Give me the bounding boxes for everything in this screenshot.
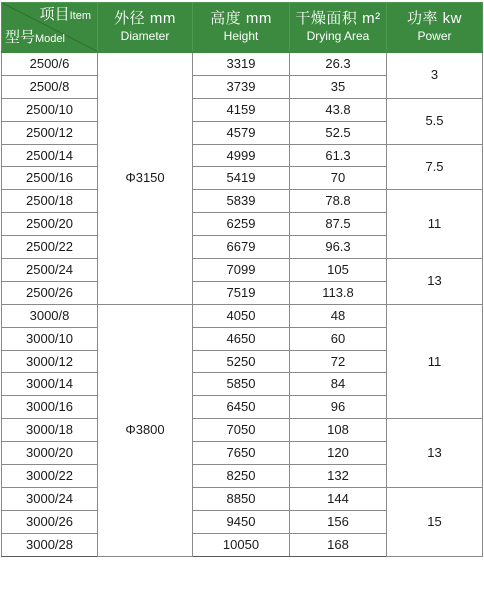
- model-cell: 3000/18: [2, 419, 98, 442]
- height-cell: 5419: [193, 167, 290, 190]
- height-cell: 6679: [193, 236, 290, 259]
- power-cell: 13: [387, 419, 483, 488]
- corner-header-cell: [2, 3, 98, 53]
- power-cell: 11: [387, 304, 483, 418]
- model-cell: 2500/20: [2, 213, 98, 236]
- model-cell: 3000/8: [2, 304, 98, 327]
- height-cell: 10050: [193, 533, 290, 556]
- height-cell: 4650: [193, 327, 290, 350]
- model-cell: 3000/14: [2, 373, 98, 396]
- height-cell: 7519: [193, 281, 290, 304]
- height-cell: 7650: [193, 442, 290, 465]
- area-cell: 43.8: [290, 98, 387, 121]
- area-cell: 26.3: [290, 52, 387, 75]
- table-row: [2, 419, 483, 442]
- model-cell: 2500/12: [2, 121, 98, 144]
- height-cell: 8250: [193, 465, 290, 488]
- area-cell: 60: [290, 327, 387, 350]
- table-row: [2, 98, 483, 121]
- area-cell: 113.8: [290, 281, 387, 304]
- model-cell: 2500/26: [2, 281, 98, 304]
- area-cell: 144: [290, 487, 387, 510]
- height-cell: 5850: [193, 373, 290, 396]
- power-header: 功率 kw Power: [387, 3, 483, 53]
- power-cell: 15: [387, 487, 483, 556]
- power-cell: 7.5: [387, 144, 483, 190]
- model-cell: 2500/24: [2, 259, 98, 282]
- height-cell: 5250: [193, 350, 290, 373]
- model-cell: 3000/12: [2, 350, 98, 373]
- area-cell: 84: [290, 373, 387, 396]
- height-header: 高度 mm Height: [193, 3, 290, 53]
- model-cell: 3000/16: [2, 396, 98, 419]
- corner-model-label: 型号Model: [5, 29, 65, 46]
- drying-area-header: 干燥面积 m² Drying Area: [290, 3, 387, 53]
- area-cell: 52.5: [290, 121, 387, 144]
- model-cell: 3000/24: [2, 487, 98, 510]
- header-row: [2, 3, 483, 53]
- area-cell: 96: [290, 396, 387, 419]
- model-cell: 2500/16: [2, 167, 98, 190]
- dryer-spec-table: [1, 2, 483, 557]
- height-cell: 3319: [193, 52, 290, 75]
- spec-table-body: [2, 52, 483, 556]
- height-cell: 8850: [193, 487, 290, 510]
- power-cell: 5.5: [387, 98, 483, 144]
- diameter-cell: Φ3800: [98, 304, 193, 556]
- area-cell: 61.3: [290, 144, 387, 167]
- area-cell: 105: [290, 259, 387, 282]
- model-cell: 2500/14: [2, 144, 98, 167]
- power-cell: 3: [387, 52, 483, 98]
- corner-item-label: 项目Item: [39, 6, 91, 23]
- model-cell: 2500/18: [2, 190, 98, 213]
- height-cell: 4050: [193, 304, 290, 327]
- area-cell: 35: [290, 75, 387, 98]
- height-cell: 4159: [193, 98, 290, 121]
- diameter-header: 外径 mm Diameter: [98, 3, 193, 53]
- area-cell: 72: [290, 350, 387, 373]
- model-cell: 3000/10: [2, 327, 98, 350]
- model-cell: 3000/28: [2, 533, 98, 556]
- height-cell: 7050: [193, 419, 290, 442]
- area-cell: 132: [290, 465, 387, 488]
- model-cell: 2500/22: [2, 236, 98, 259]
- area-cell: 156: [290, 510, 387, 533]
- area-cell: 70: [290, 167, 387, 190]
- power-cell: 13: [387, 259, 483, 305]
- height-cell: 7099: [193, 259, 290, 282]
- area-cell: 78.8: [290, 190, 387, 213]
- diameter-cell: Φ3150: [98, 52, 193, 304]
- table-row: [2, 190, 483, 213]
- model-cell: 3000/26: [2, 510, 98, 533]
- height-cell: 9450: [193, 510, 290, 533]
- height-cell: 5839: [193, 190, 290, 213]
- area-cell: 108: [290, 419, 387, 442]
- area-cell: 48: [290, 304, 387, 327]
- height-cell: 6450: [193, 396, 290, 419]
- table-row: [2, 52, 483, 75]
- area-cell: 168: [290, 533, 387, 556]
- model-cell: 2500/8: [2, 75, 98, 98]
- model-cell: 2500/10: [2, 98, 98, 121]
- model-cell: 2500/6: [2, 52, 98, 75]
- area-cell: 87.5: [290, 213, 387, 236]
- area-cell: 96.3: [290, 236, 387, 259]
- model-cell: 3000/22: [2, 465, 98, 488]
- area-cell: 120: [290, 442, 387, 465]
- height-cell: 4579: [193, 121, 290, 144]
- height-cell: 6259: [193, 213, 290, 236]
- height-cell: 4999: [193, 144, 290, 167]
- power-cell: 11: [387, 190, 483, 259]
- table-row: [2, 259, 483, 282]
- height-cell: 3739: [193, 75, 290, 98]
- table-row: [2, 144, 483, 167]
- table-row: [2, 487, 483, 510]
- model-cell: 3000/20: [2, 442, 98, 465]
- table-row: [2, 304, 483, 327]
